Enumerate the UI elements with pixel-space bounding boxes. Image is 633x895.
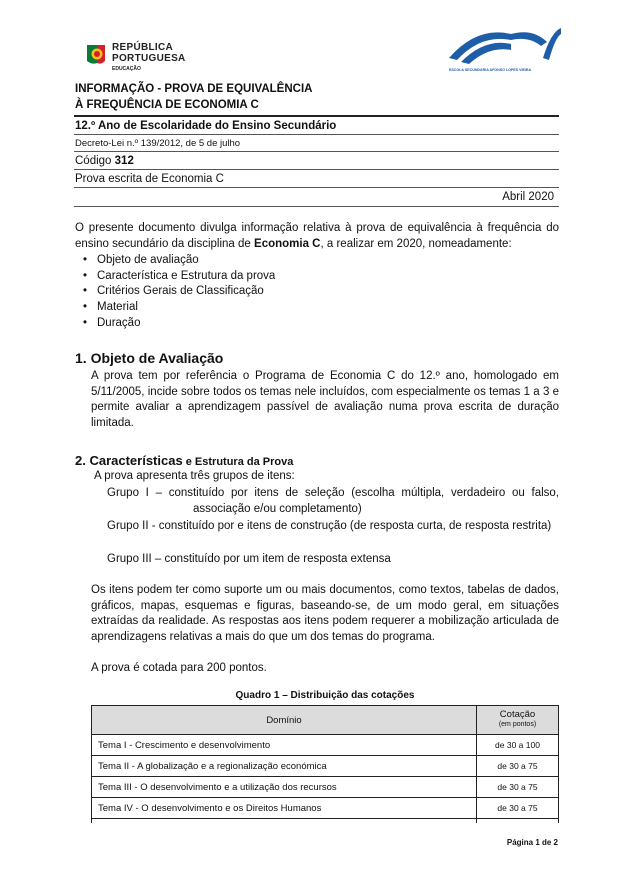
table-cell-cotacao: de 30 a 75 (477, 756, 559, 777)
school-logo (447, 24, 563, 76)
table-cell-dominio: Tema II - A globalização e a regionalização económica (92, 756, 477, 777)
table-caption: Quadro 1 – Distribuição das cotações (235, 690, 415, 701)
section2-grupo1: Grupo I – constituído por itens de seleção (escolha múltipla, verdadeiro ou falso, associação e/ou completamento) (107, 487, 559, 515)
section2-grupo3: Grupo III – constituído por um item de resposta extensa (107, 553, 391, 565)
intro-list (75, 253, 275, 332)
section1-heading: 1. Objeto de Avaliação (75, 350, 224, 366)
republica-logo (84, 41, 194, 75)
doc-title-line1: INFORMAÇÃO - PROVA DE EQUIVALÊNCIA (75, 83, 313, 95)
section2-heading-small: e Estrutura da Prova (182, 456, 294, 468)
table-cell-dominio: Tema IV - O desenvolvimento e os Direitos Humanos (92, 798, 477, 819)
section2-heading-big: 2. Características (75, 453, 183, 468)
rule (74, 169, 559, 170)
intro-bold: Economia C (254, 237, 321, 250)
table-row (92, 756, 559, 777)
list-item: • Material (75, 300, 275, 316)
intro-paragraph (75, 221, 559, 252)
list-item: • Característica e Estrutura da prova (75, 269, 275, 285)
section1-text: A prova tem por referência o Programa de Economia C do 12.º ano, homologado em 5/11/2005, incide sobre todos os temas nele incluídos, com especialmente os temas 1 a 3 e permite avaliar a aprendizagem passível de avaliação numa prova escrita de duração limitada. (91, 370, 559, 429)
info-codigo-label: Código (75, 155, 112, 167)
republica-line1: REPÚBLICA (112, 42, 174, 53)
table-row (92, 777, 559, 798)
list-item: • Duração (75, 316, 275, 332)
table-header-cotacao-sub: (em pontos) (498, 721, 537, 728)
list-item: • Critérios Gerais de Classificação (75, 284, 275, 300)
table-cell-empty (92, 819, 477, 824)
section2-heading (75, 452, 293, 470)
table-header-cotacao-label: Cotação (499, 709, 536, 720)
list-item: • Objeto de avaliação (75, 253, 275, 269)
cotacoes-table (91, 705, 559, 823)
info-date: Abril 2020 (502, 191, 554, 203)
rule (74, 206, 559, 207)
doc-title-line2: À FREQUÊNCIA DE ECONOMIA C (75, 99, 259, 111)
republica-line2: PORTUGUESA (112, 53, 186, 64)
table-cell-cotacao: de 30 a 100 (477, 735, 559, 756)
section2-intro: A prova apresenta três grupos de itens: (94, 470, 295, 482)
rule (74, 134, 559, 135)
info-decreto: Decreto-Lei n.º 139/2012, de 5 de julho (75, 138, 241, 149)
rule (74, 151, 559, 152)
table-row (92, 798, 559, 819)
republica-emblem-icon (84, 41, 108, 69)
table-row (92, 735, 559, 756)
info-prova: Prova escrita de Economia C (75, 173, 224, 185)
table-header-dominio: Domínio (92, 706, 477, 735)
rule (74, 187, 559, 188)
table-cell-cotacao: de 30 a 75 (477, 777, 559, 798)
section2-para2: A prova é cotada para 200 pontos. (91, 662, 267, 674)
school-name: ESCOLA SECUNDÁRIA AFONSO LOPES VIEIRA (449, 68, 532, 72)
info-codigo (75, 154, 134, 170)
table-cell-empty (477, 819, 559, 824)
section2-para1: Os itens podem ter como suporte um ou mais documentos, como textos, tabelas de dados, gráficos, mapas, esquemas e figuras, baseando-se, de um modo geral, em situações extraídas da realidade. As respostas aos itens podem requerer a mobilização articulada de aprendizagens relativas a mais do que um dos temas do programa. (91, 584, 559, 643)
intro-text: O presente documento divulga informação relativa à prova de equivalência à frequência do ensino secundário da disciplina de (75, 222, 559, 250)
table-header-row (92, 706, 559, 735)
table-cell-dominio: Tema I - Crescimento e desenvolvimento (92, 735, 477, 756)
rule (74, 115, 559, 117)
info-codigo-value: 312 (114, 155, 134, 167)
page-number: Página 1 de 2 (506, 838, 558, 847)
table-row-empty (92, 819, 559, 824)
school-logo-icon (447, 24, 563, 68)
intro-text-after: , a realizar em 2020, nomeadamente: (320, 237, 512, 250)
table-cell-dominio: Tema III - O desenvolvimento e a utilização dos recursos (92, 777, 477, 798)
info-ano: 12.º Ano de Escolaridade do Ensino Secundário (75, 120, 337, 132)
republica-sub: EDUCAÇÃO (112, 66, 141, 72)
section2-grupo2: Grupo II - constituído por e itens de construção (de resposta curta, de resposta restrita) (107, 520, 552, 532)
table-cell-cotacao: de 30 a 75 (477, 798, 559, 819)
table-header-cotacao (477, 706, 559, 735)
